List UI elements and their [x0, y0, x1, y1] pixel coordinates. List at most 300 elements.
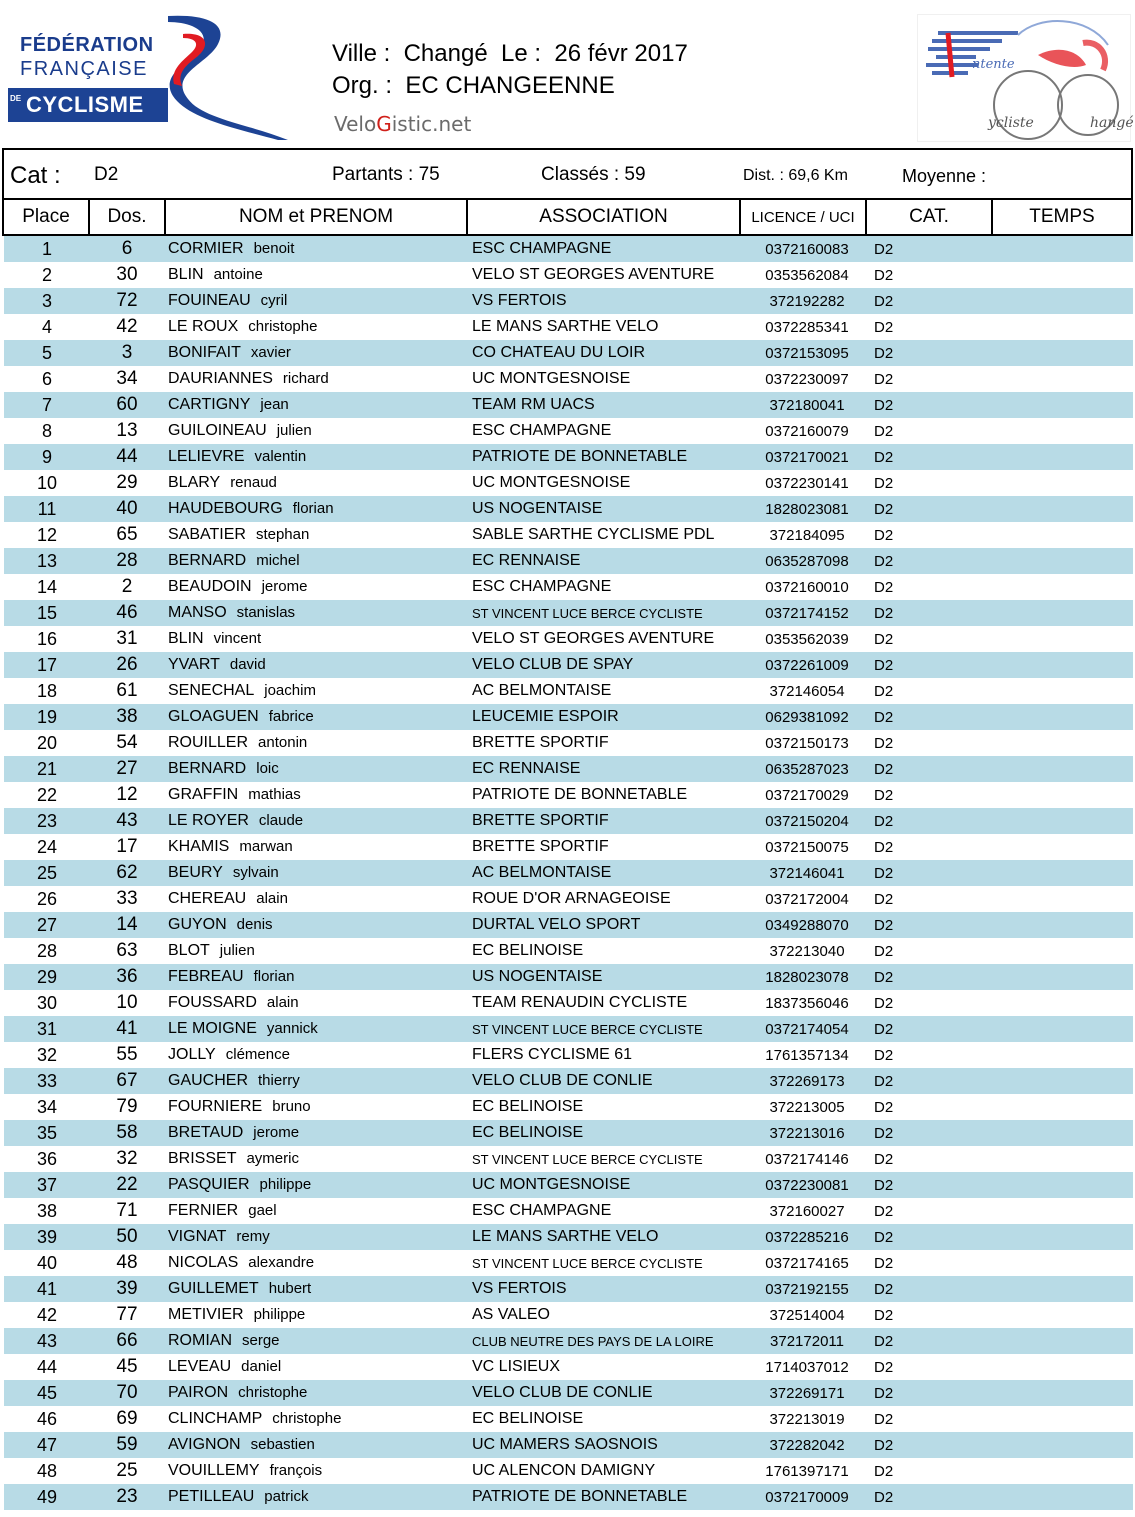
column-header-row: [2, 198, 1133, 236]
rider-firstname: alain: [256, 890, 288, 907]
cell-association: ESC CHAMPAGNE: [472, 422, 612, 439]
rider-lastname: ROMIAN: [168, 1332, 232, 1349]
cell-dos: 50: [90, 1224, 164, 1250]
rider-firstname: jean: [260, 396, 289, 413]
rider-lastname: YVART: [168, 656, 220, 673]
cell-licence: 372269171: [744, 1380, 870, 1406]
cell-association: ROUE D'OR ARNAGEOISE: [472, 890, 671, 907]
rider-lastname: PAIRON: [168, 1384, 229, 1401]
cell-place: 4: [41, 316, 52, 337]
cell-association: BRETTE SPORTIF: [468, 808, 744, 834]
cell-temps: [1000, 340, 1133, 366]
cell-temps: [1000, 704, 1133, 730]
table-row: [4, 834, 1133, 860]
rider-firstname: loic: [256, 760, 279, 777]
cell-dos: 12: [116, 784, 138, 805]
cell-cat: D2: [874, 578, 894, 596]
cell-dos: 42: [116, 316, 138, 337]
table-row: [4, 678, 1133, 704]
cell-temps: [1000, 366, 1133, 392]
cell-cat: D2: [874, 1462, 894, 1480]
rider-lastname: GAUCHER: [168, 1072, 249, 1089]
cell-cat: D2: [874, 682, 894, 700]
ec-logo-entente: ntente: [972, 57, 1015, 72]
rider-firstname: valentin: [254, 448, 307, 465]
rider-lastname: DAURIANNES: [168, 370, 273, 387]
rider-lastname: PETILLEAU: [168, 1488, 255, 1505]
cell-cat: D2: [870, 756, 1000, 782]
cell-temps: [1000, 522, 1133, 548]
cell-cat: D2: [870, 340, 1000, 366]
cell-licence: 0372170029: [765, 786, 849, 804]
rider-firstname: serge: [242, 1332, 280, 1349]
rider-firstname: benoit: [253, 240, 295, 257]
table-row: [4, 886, 1133, 912]
cell-association: PATRIOTE DE BONNETABLE: [472, 786, 688, 803]
cell-place: 40: [36, 1252, 58, 1273]
cell-licence: 372213019: [769, 1410, 845, 1428]
cell-place: 30: [36, 992, 58, 1013]
rider-lastname: LELIEVRE: [168, 448, 245, 465]
cell-place: 25: [4, 860, 90, 886]
category-value: D2: [94, 164, 119, 185]
cell-temps: [1000, 782, 1133, 808]
cell-dos: 6: [90, 236, 164, 262]
cell-place: 36: [36, 1148, 58, 1169]
cell-licence: 372146041: [744, 860, 870, 886]
cell-dos: 38: [90, 704, 164, 730]
rider-lastname: BERNARD: [168, 552, 247, 569]
cell-place: 18: [36, 680, 58, 701]
table-row: [4, 1302, 1133, 1328]
cell-licence: 0372160083: [744, 236, 870, 262]
cell-licence: 0372174152: [744, 600, 870, 626]
cell-licence: 372514004: [769, 1306, 845, 1324]
cell-dos: 29: [116, 472, 138, 493]
rider-lastname: BLIN: [168, 266, 204, 283]
rider-firstname: julien: [219, 942, 255, 959]
cell-temps: [1000, 912, 1133, 938]
cell-licence: 372213040: [769, 942, 845, 960]
velogistic-part-c: istic.net: [391, 112, 472, 136]
rider-firstname: remy: [236, 1228, 270, 1245]
cell-nom: [164, 964, 468, 990]
cell-cat: D2: [874, 734, 894, 752]
rider-firstname: philippe: [259, 1176, 312, 1193]
cell-place: 45: [4, 1380, 90, 1406]
cell-dos: 69: [116, 1408, 138, 1429]
cell-temps: [1000, 1094, 1133, 1120]
col-dos: Dos.: [90, 200, 166, 234]
rider-lastname: BEURY: [168, 864, 223, 881]
cell-licence: 372180041: [744, 392, 870, 418]
results-table: [4, 236, 1133, 1510]
cell-temps: [1000, 626, 1133, 652]
cell-temps: [1000, 1406, 1133, 1432]
rider-firstname: marwan: [239, 838, 293, 855]
cell-temps: [1000, 1302, 1133, 1328]
cell-nom: [164, 1432, 468, 1458]
cell-temps: [1000, 548, 1133, 574]
cell-dos: 60: [90, 392, 164, 418]
rider-lastname: AVIGNON: [168, 1436, 241, 1453]
col-nom: NOM et PRENOM: [166, 200, 468, 234]
cell-temps: [1000, 470, 1133, 496]
table-row: [4, 1172, 1133, 1198]
cell-dos: 28: [90, 548, 164, 574]
cell-cat: D2: [870, 1276, 1000, 1302]
ffc-logo-de: DE: [10, 94, 22, 103]
table-row: [4, 1458, 1133, 1484]
ffc-logo-band: [8, 88, 168, 122]
average-speed: Moyenne :: [902, 166, 987, 186]
cell-licence: 1837356046: [765, 994, 849, 1012]
table-row: [4, 1094, 1133, 1120]
cell-cat: D2: [870, 912, 1000, 938]
cell-temps: [1000, 886, 1133, 912]
cell-dos: 54: [116, 732, 138, 753]
cell-cat: D2: [874, 422, 894, 440]
cell-place: 21: [4, 756, 90, 782]
cell-nom: [164, 1094, 468, 1120]
table-row: [4, 470, 1133, 496]
rider-lastname: GUILLEMET: [168, 1280, 259, 1297]
ffc-logo-line2: FRANÇAISE: [20, 58, 148, 80]
table-row: [4, 1198, 1133, 1224]
cell-dos: 2: [121, 576, 133, 597]
cell-place: 41: [4, 1276, 90, 1302]
cell-place: 2: [41, 264, 52, 285]
rider-firstname: philippe: [253, 1306, 306, 1323]
cell-cat: D2: [874, 1306, 894, 1324]
rider-lastname: ROUILLER: [168, 734, 249, 751]
table-row: [4, 626, 1133, 652]
ec-changeenne-logo: [917, 14, 1134, 142]
table-row: [4, 444, 1133, 470]
cell-nom: [164, 1484, 468, 1510]
cell-licence: 0372174054: [744, 1016, 870, 1042]
cell-temps: [1000, 1172, 1133, 1198]
cell-dos: 72: [90, 288, 164, 314]
cell-association: EC BELINOISE: [472, 942, 584, 959]
rider-firstname: patrick: [264, 1488, 309, 1505]
cell-association: BRETTE SPORTIF: [472, 838, 609, 855]
cell-place: 19: [4, 704, 90, 730]
table-row: [4, 704, 1133, 730]
cell-temps: [1000, 600, 1133, 626]
cell-place: 32: [36, 1044, 58, 1065]
cell-dos: 31: [116, 628, 138, 649]
col-licence: LICENCE / UCI: [741, 200, 867, 234]
rider-firstname: renaud: [230, 474, 277, 491]
cell-temps: [1000, 314, 1133, 340]
rider-lastname: FOUSSARD: [168, 994, 257, 1011]
cell-cat: D2: [870, 808, 1000, 834]
cell-cat: D2: [874, 266, 894, 284]
header-organisateur: Org. : EC CHANGEENNE: [332, 72, 615, 99]
rider-lastname: CLINCHAMP: [168, 1410, 263, 1427]
cell-association: TEAM RENAUDIN CYCLISTE: [472, 994, 688, 1011]
rider-firstname: antonin: [258, 734, 308, 751]
cell-licence: 0372170009: [744, 1484, 870, 1510]
cell-licence: 0372192155: [744, 1276, 870, 1302]
cell-cat: D2: [870, 1016, 1000, 1042]
cell-dos: 26: [90, 652, 164, 678]
cell-dos: 44: [90, 444, 164, 470]
cell-place: 31: [4, 1016, 90, 1042]
rider-firstname: christophe: [248, 318, 318, 335]
table-row: [4, 1380, 1133, 1406]
cell-place: 12: [36, 524, 58, 545]
ffc-logo-line1: FÉDÉRATION: [20, 34, 154, 56]
rider-firstname: florian: [292, 500, 334, 517]
cell-temps: [1000, 392, 1133, 418]
cell-cat: D2: [874, 942, 894, 960]
velogistic-part-a: Velo: [334, 112, 377, 136]
table-row: [4, 990, 1133, 1016]
rider-firstname: aymeric: [246, 1150, 299, 1167]
rider-lastname: PASQUIER: [168, 1176, 250, 1193]
cell-nom: [164, 1172, 468, 1198]
rider-firstname: xavier: [250, 344, 291, 361]
cell-licence: 1761357134: [765, 1046, 849, 1064]
cell-place: 39: [4, 1224, 90, 1250]
cell-association: CO CHATEAU DU LOIR: [468, 340, 744, 366]
cell-temps: [1000, 1042, 1133, 1068]
cell-temps: [1000, 756, 1133, 782]
cell-dos: 10: [116, 992, 138, 1013]
cell-dos: 27: [90, 756, 164, 782]
cell-dos: 67: [90, 1068, 164, 1094]
rider-lastname: MANSO: [168, 604, 227, 621]
cell-cat: D2: [874, 630, 894, 648]
cell-cat: D2: [870, 1068, 1000, 1094]
cell-place: 15: [4, 600, 90, 626]
table-row: [4, 1354, 1133, 1380]
rider-lastname: LE ROUX: [168, 318, 239, 335]
cell-dos: 59: [90, 1432, 164, 1458]
table-row: [4, 652, 1133, 678]
table-row: [4, 1406, 1133, 1432]
cell-nom: [164, 600, 468, 626]
cell-nom: [164, 1328, 468, 1354]
cell-temps: [1000, 730, 1133, 756]
cell-licence: 0372230141: [765, 474, 849, 492]
cell-place: 48: [36, 1460, 58, 1481]
table-row: [4, 418, 1133, 444]
cell-nom: [164, 808, 468, 834]
cell-nom: [164, 1406, 468, 1432]
cell-licence: 372160027: [769, 1202, 845, 1220]
cell-licence: 0372150075: [765, 838, 849, 856]
cell-dos: 33: [116, 888, 138, 909]
cell-nom: [164, 1016, 468, 1042]
cell-place: 34: [36, 1096, 58, 1117]
ec-logo-cycliste: ycliste: [988, 115, 1034, 131]
rider-firstname: christophe: [272, 1410, 342, 1427]
cell-place: 33: [4, 1068, 90, 1094]
ffc-logo: [8, 14, 298, 142]
cell-licence: 372213016: [744, 1120, 870, 1146]
ffc-logo-line3: CYCLISME: [26, 92, 144, 117]
cell-nom: [164, 1276, 468, 1302]
cell-dos: 14: [90, 912, 164, 938]
cell-cat: D2: [874, 838, 894, 856]
cell-association: CLUB NEUTRE DES PAYS DE LA LOIRE: [468, 1328, 744, 1354]
table-row: [4, 756, 1133, 782]
cell-temps: [1000, 808, 1133, 834]
cell-licence: 1828023081: [744, 496, 870, 522]
cell-place: 6: [41, 368, 52, 389]
rider-firstname: joachim: [264, 682, 316, 699]
cell-place: 47: [4, 1432, 90, 1458]
cell-licence: 372269173: [744, 1068, 870, 1094]
table-row: [4, 1250, 1133, 1276]
cell-dos: 13: [116, 420, 138, 441]
cell-place: 9: [4, 444, 90, 470]
cell-temps: [1000, 652, 1133, 678]
cell-association: EC BELINOISE: [472, 1098, 584, 1115]
classes-count: Classés : 59: [541, 164, 646, 185]
cell-nom: [164, 1042, 468, 1068]
cell-cat: D2: [874, 994, 894, 1012]
cell-association: DURTAL VELO SPORT: [468, 912, 744, 938]
velogistic-part-b: G: [376, 112, 392, 136]
cell-place: 5: [4, 340, 90, 366]
cell-licence: 0372150173: [765, 734, 849, 752]
rider-lastname: BLIN: [168, 630, 204, 647]
rider-lastname: BLARY: [168, 474, 221, 491]
cell-place: 49: [4, 1484, 90, 1510]
rider-lastname: GUYON: [168, 916, 227, 933]
cell-nom: [164, 314, 468, 340]
cell-association: VELO ST GEORGES AVENTURE: [472, 266, 715, 283]
rider-firstname: bruno: [272, 1098, 311, 1115]
cell-nom: [164, 678, 468, 704]
rider-firstname: hubert: [268, 1280, 312, 1297]
cell-cat: D2: [874, 1410, 894, 1428]
cell-licence: 0353562084: [765, 266, 849, 284]
rider-lastname: GRAFFIN: [168, 786, 239, 803]
cell-association: ST VINCENT LUCE BERCE CYCLISTE: [472, 1151, 703, 1167]
rider-lastname: VIGNAT: [168, 1228, 227, 1245]
cell-licence: 0372285341: [765, 318, 849, 336]
cell-nom: [164, 652, 468, 678]
rider-lastname: CARTIGNY: [168, 396, 251, 413]
cell-cat: D2: [870, 704, 1000, 730]
results-body: [4, 236, 1133, 1510]
cell-nom: [164, 886, 468, 912]
cell-association: EC RENNAISE: [468, 756, 744, 782]
cell-licence: 0372170021: [744, 444, 870, 470]
cell-dos: 71: [116, 1200, 138, 1221]
cell-association: EC BELINOISE: [468, 1120, 744, 1146]
cell-dos: 46: [90, 600, 164, 626]
cell-dos: 25: [116, 1460, 138, 1481]
rider-firstname: vincent: [213, 630, 262, 647]
cell-licence: 1828023078: [744, 964, 870, 990]
cell-association: VS FERTOIS: [468, 1276, 744, 1302]
cell-association: ESC CHAMPAGNE: [468, 236, 744, 262]
cell-nom: [164, 1224, 468, 1250]
cell-nom: [164, 756, 468, 782]
rider-firstname: alain: [266, 994, 299, 1011]
rider-lastname: LEVEAU: [168, 1358, 232, 1375]
cell-association: AS VALEO: [472, 1306, 550, 1323]
cell-nom: [164, 990, 468, 1016]
cell-association: FLERS CYCLISME 61: [472, 1046, 633, 1063]
cell-association: TEAM RM UACS: [468, 392, 744, 418]
cell-association: SABLE SARTHE CYCLISME PDL: [472, 526, 715, 543]
cell-licence: 0372261009: [744, 652, 870, 678]
cell-place: 23: [4, 808, 90, 834]
rider-firstname: fabrice: [268, 708, 314, 725]
table-row: [4, 496, 1133, 522]
rider-firstname: daniel: [241, 1358, 282, 1375]
cell-association: VELO CLUB DE SPAY: [468, 652, 744, 678]
cell-cat: D2: [870, 548, 1000, 574]
cell-temps: [1000, 1354, 1133, 1380]
rider-firstname: stanislas: [236, 604, 296, 621]
table-row: [4, 1328, 1133, 1354]
cell-nom: [164, 730, 468, 756]
cell-temps: [1000, 938, 1133, 964]
cell-dos: 17: [116, 836, 138, 857]
cell-nom: [164, 1354, 468, 1380]
cell-dos: 36: [90, 964, 164, 990]
cell-nom: [164, 288, 468, 314]
table-row: [4, 782, 1133, 808]
rider-lastname: KHAMIS: [168, 838, 230, 855]
ffc-swoosh-icon: [148, 14, 298, 142]
table-row: [4, 912, 1133, 938]
cell-association: UC MONTGESNOISE: [472, 474, 631, 491]
cell-cat: D2: [874, 1150, 894, 1168]
cell-cat: D2: [870, 1224, 1000, 1250]
rider-firstname: sylvain: [232, 864, 279, 881]
cell-association: VELO ST GEORGES AVENTURE: [472, 630, 715, 647]
cell-place: 8: [41, 420, 52, 441]
table-row: [4, 860, 1133, 886]
cell-place: 14: [36, 576, 58, 597]
rider-firstname: denis: [236, 916, 273, 933]
cell-association: LEUCEMIE ESPOIR: [468, 704, 744, 730]
cell-association: LE MANS SARTHE VELO: [472, 318, 659, 335]
cell-cat: D2: [874, 1358, 894, 1376]
cell-cat: D2: [870, 1484, 1000, 1510]
cell-nom: [164, 626, 468, 652]
cell-nom: [164, 444, 468, 470]
rider-lastname: NICOLAS: [168, 1254, 239, 1271]
cell-association: VELO CLUB DE CONLIE: [468, 1380, 744, 1406]
cell-temps: [1000, 834, 1133, 860]
cell-temps: [1000, 288, 1133, 314]
rider-firstname: michel: [256, 552, 300, 569]
cell-nom: [164, 574, 468, 600]
cell-dos: 66: [90, 1328, 164, 1354]
cell-association: ST VINCENT LUCE BERCE CYCLISTE: [468, 600, 744, 626]
cell-cat: D2: [874, 890, 894, 908]
rider-firstname: julien: [276, 422, 312, 439]
cell-nom: [164, 860, 468, 886]
table-row: [4, 964, 1133, 990]
cell-temps: [1000, 1458, 1133, 1484]
rider-lastname: BONIFAIT: [168, 344, 241, 361]
rider-firstname: claude: [258, 812, 304, 829]
cell-place: 43: [4, 1328, 90, 1354]
table-row: [4, 600, 1133, 626]
cell-place: 13: [4, 548, 90, 574]
